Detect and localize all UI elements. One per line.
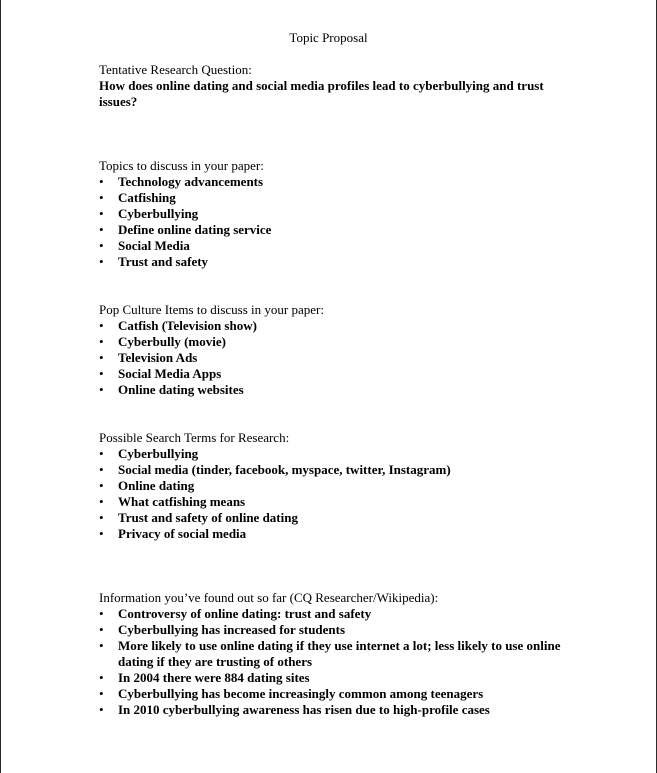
document-title: Topic Proposal bbox=[289, 30, 368, 45]
list-item-text: Privacy of social media bbox=[118, 526, 247, 541]
list-item bbox=[99, 606, 619, 622]
bullet-icon: • bbox=[99, 622, 104, 637]
list-item-text: In 2010 cyberbullying awareness has risen due to high-profile cases bbox=[118, 702, 490, 717]
list-item bbox=[99, 526, 619, 542]
list-item bbox=[99, 638, 619, 670]
research-question-line-2: issues? bbox=[99, 94, 138, 109]
list-item-text: Cyberbullying has become increasingly common among teenagers bbox=[118, 686, 484, 701]
list-item-text: Social media (tinder, facebook, myspace, twitter, Instagram) bbox=[118, 462, 451, 477]
list-item-continuation: dating if they are trusting of others bbox=[118, 654, 313, 669]
list-item-text: Cyberbullying has increased for students bbox=[118, 622, 346, 637]
information-heading: Information you’ve found out so far (CQ Researcher/Wikipedia): bbox=[99, 590, 439, 605]
list-item-text: Social Media bbox=[118, 238, 190, 253]
list-item-text: Trust and safety bbox=[118, 254, 209, 269]
list-item bbox=[99, 254, 619, 270]
bullet-icon: • bbox=[99, 222, 104, 237]
list-item-text: Cyberbully (movie) bbox=[118, 334, 226, 349]
bullet-icon: • bbox=[99, 206, 104, 221]
list-item-text: Cyberbullying bbox=[118, 206, 199, 221]
bullet-icon: • bbox=[99, 510, 104, 525]
search-terms-heading: Possible Search Terms for Research: bbox=[99, 430, 290, 445]
list-item bbox=[99, 366, 619, 382]
bullet-icon: • bbox=[99, 334, 104, 349]
bullet-icon: • bbox=[99, 238, 104, 253]
pop-culture-heading: Pop Culture Items to discuss in your paper: bbox=[99, 302, 324, 317]
bullet-icon: • bbox=[99, 382, 104, 397]
topics-list bbox=[99, 174, 619, 270]
list-item bbox=[99, 478, 619, 494]
list-item bbox=[99, 686, 619, 702]
list-item-text: Trust and safety of online dating bbox=[118, 510, 298, 525]
list-item bbox=[99, 190, 619, 206]
bullet-icon: • bbox=[99, 638, 104, 653]
bullet-icon: • bbox=[99, 350, 104, 365]
information-section bbox=[99, 590, 619, 718]
list-item bbox=[99, 334, 619, 350]
list-item-text: Online dating bbox=[118, 478, 195, 493]
list-item bbox=[99, 206, 619, 222]
pop-culture-section bbox=[99, 302, 619, 398]
list-item bbox=[99, 462, 619, 478]
information-list bbox=[99, 606, 619, 718]
list-item-text: Cyberbullying bbox=[118, 446, 199, 461]
bullet-icon: • bbox=[99, 494, 104, 509]
list-item bbox=[99, 318, 619, 334]
list-item bbox=[99, 510, 619, 526]
list-item bbox=[99, 222, 619, 238]
bullet-icon: • bbox=[99, 702, 104, 717]
bullet-icon: • bbox=[99, 606, 104, 621]
bullet-icon: • bbox=[99, 670, 104, 685]
list-item-text: What catfishing means bbox=[118, 494, 246, 509]
bullet-icon: • bbox=[99, 254, 104, 269]
list-item bbox=[99, 446, 619, 462]
research-question-heading: Tentative Research Question: bbox=[99, 62, 252, 77]
list-item-text: Define online dating service bbox=[118, 222, 272, 237]
bullet-icon: • bbox=[99, 526, 104, 541]
list-item-text: Television Ads bbox=[118, 350, 198, 365]
research-question-section bbox=[99, 62, 619, 110]
list-item bbox=[99, 494, 619, 510]
list-item bbox=[99, 174, 619, 190]
list-item bbox=[99, 622, 619, 638]
search-terms-section bbox=[99, 430, 619, 542]
bullet-icon: • bbox=[99, 462, 104, 477]
bullet-icon: • bbox=[99, 686, 104, 701]
bullet-icon: • bbox=[99, 478, 104, 493]
list-item bbox=[99, 238, 619, 254]
bullet-icon: • bbox=[99, 174, 104, 189]
list-item bbox=[99, 350, 619, 366]
list-item-text: Social Media Apps bbox=[118, 366, 222, 381]
topics-section bbox=[99, 158, 619, 270]
list-item-text: Technology advancements bbox=[118, 174, 264, 189]
bullet-icon: • bbox=[99, 190, 104, 205]
search-terms-list bbox=[99, 446, 619, 542]
list-item-text: Catfish (Television show) bbox=[118, 318, 257, 333]
research-question-line-1: How does online dating and social media profiles lead to cyberbullying and trust bbox=[99, 78, 544, 93]
bullet-icon: • bbox=[99, 366, 104, 381]
list-item-text: More likely to use online dating if they use internet a lot; less likely to use online bbox=[118, 638, 561, 653]
pop-culture-list bbox=[99, 318, 619, 398]
list-item-text: In 2004 there were 884 dating sites bbox=[118, 670, 310, 685]
list-item-text: Controversy of online dating: trust and safety bbox=[118, 606, 372, 621]
bullet-icon: • bbox=[99, 446, 104, 461]
list-item bbox=[99, 382, 619, 398]
topics-heading: Topics to discuss in your paper: bbox=[99, 158, 264, 173]
list-item bbox=[99, 670, 619, 686]
list-item-text: Catfishing bbox=[118, 190, 176, 205]
list-item bbox=[99, 702, 619, 718]
bullet-icon: • bbox=[99, 318, 104, 333]
list-item-text: Online dating websites bbox=[118, 382, 244, 397]
